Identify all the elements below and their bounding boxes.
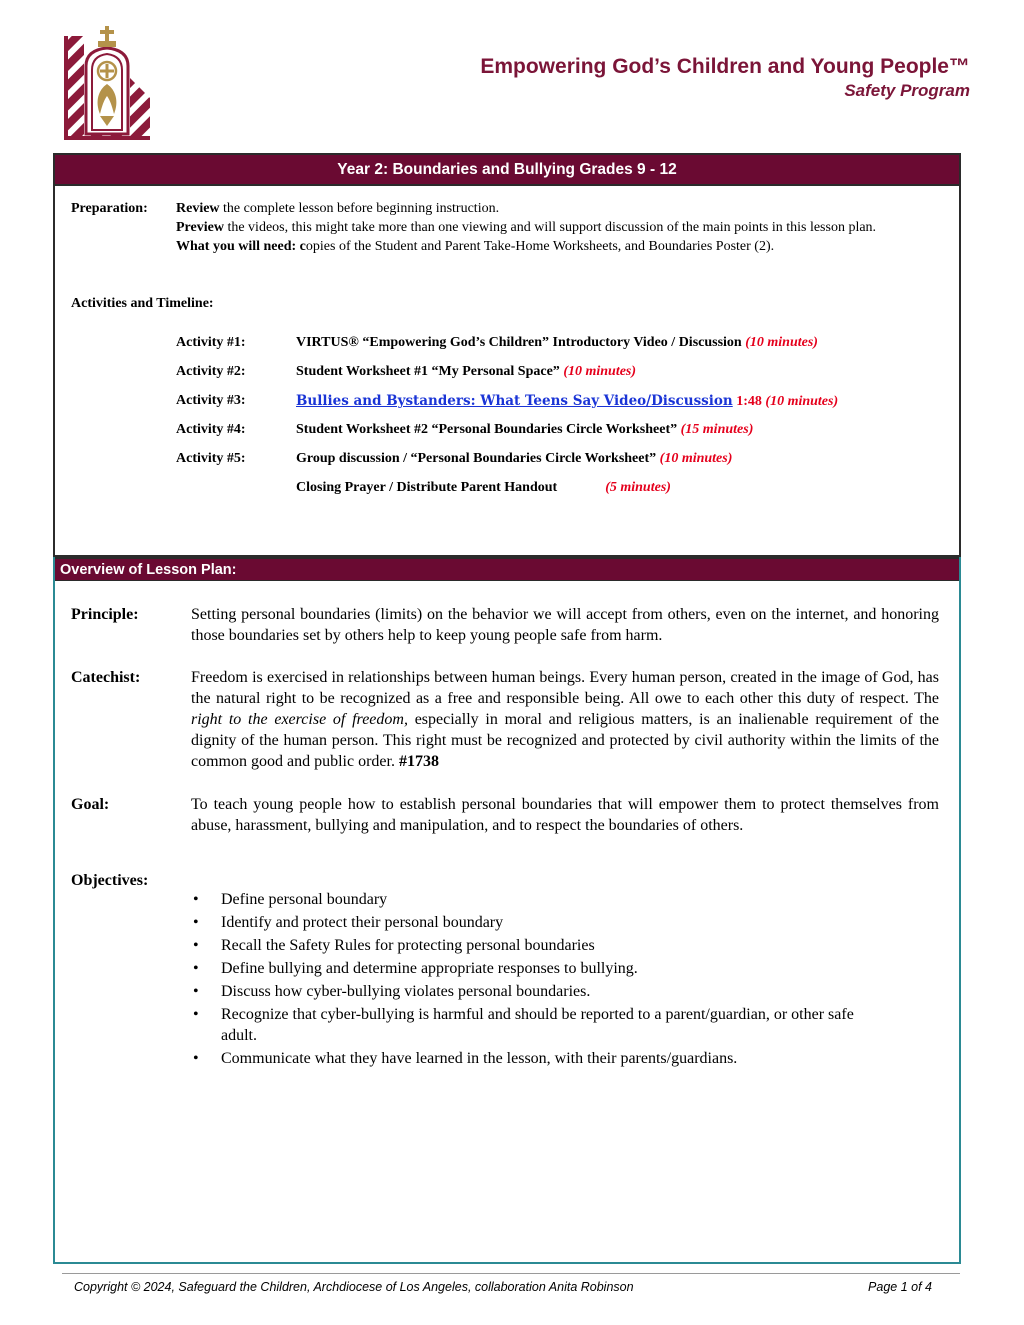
activity-row: Activity #4: Student Worksheet #2 “Personal Boundaries Circle Worksheet” (15 minutes) <box>176 422 754 437</box>
list-item: • Identify and protect their personal boundary <box>191 912 871 933</box>
preparation-label: Preparation: <box>71 201 148 216</box>
list-item: • Define bullying and determine appropriate responses to bullying. <box>191 958 871 979</box>
list-item: • Communicate what they have learned in the lesson, with their parents/guardians. <box>191 1048 871 1069</box>
goal-section: Goal: To teach young people how to establish personal boundaries that will empower them to protect themselves from abuse, harassment, bullying and manipulation, and to respect the boundaries of others. <box>71 796 939 834</box>
activity-row: Activity #5: Group discussion / “Personal Boundaries Circle Worksheet” (10 minutes) <box>176 451 733 466</box>
program-title: Empowering God’s Children and Young People™ <box>480 55 970 78</box>
overview-heading-bar: Overview of Lesson Plan: <box>55 557 959 581</box>
page-number: Page 1 of 4 <box>868 1280 932 1294</box>
copyright-text: Copyright © 2024, Safeguard the Children, Archdiocese of Los Angeles, collaboration Anita Robinson <box>74 1280 634 1294</box>
principle-section: Principle: Setting personal boundaries (limits) on the behavior we will accept from others, even on the internet, and honoring those boundaries set by others help to keep young people safe from harm. <box>71 606 939 644</box>
archdiocese-logo <box>62 26 152 142</box>
document-header <box>480 54 970 102</box>
footer-divider <box>62 1273 960 1274</box>
overview-box: Overview of Lesson Plan: Principle: Setting personal boundaries (limits) on the behavior we will accept from others, even on the internet, and honoring those boundaries set by others help to keep young people safe from harm. Catechist: Freedom is exercised in relationships between human beings. Every human person, created in the image of God, has the natural right to be recognized as a free and responsible being. All owe to each other this duty of respect. The right to the exercise of freedom, especially in moral and religious matters, is an inalienable requirement of the dignity of the human person. This right must be recognized and protected by civil authority within the limits of the common good and public order. #1738 Goal: To teach young people how to establish personal boundaries that will empower them to protect themselves from abuse, harassment, bullying and manipulation, and to respect the boundaries of others. Objectives: • Define personal boundary • Identify and protect their personal boundary • Recall the Safety Rules for protecting personal boundaries • Define bullying and determine appropriate responses to bullying. • Discuss how cyber-bullying violates personal boundaries. • Recognize that cyber-bullying is harmful and should be reported to a parent/guardian, or other safe adult. • Communicate what they have learned in the lesson, with their parents/guardians. <box>53 557 961 1264</box>
preparation-needs: What you will need: copies of the Student and Parent Take-Home Worksheets, and Boundaries Poster (2). <box>176 239 775 254</box>
list-item: • Define personal boundary <box>191 889 871 910</box>
list-item: • Recognize that cyber-bullying is harmful and should be reported to a parent/guardian, or other safe adult. <box>191 1004 871 1046</box>
list-item: • Recall the Safety Rules for protecting personal boundaries <box>191 935 871 956</box>
objectives-list <box>191 889 871 1071</box>
video-link[interactable]: Bullies and Bystanders: What Teens Say Video/Discussion <box>296 393 733 409</box>
activity-row: Activity #3: Bullies and Bystanders: What Teens Say Video/Discussion 1:48 (10 minutes) <box>176 393 839 409</box>
activities-heading: Activities and Timeline: <box>71 296 214 311</box>
activities-list <box>176 335 838 509</box>
lesson-title-bar: Year 2: Boundaries and Bullying Grades 9 - 12 <box>55 155 959 186</box>
list-item: • Discuss how cyber-bullying violates personal boundaries. <box>191 981 871 1002</box>
lesson-preparation-box <box>53 153 961 557</box>
activity-row: Activity #1: VIRTUS® “Empowering God’s Children” Introductory Video / Discussion (10 minutes) <box>176 335 818 350</box>
activity-row: Closing Prayer / Distribute Parent Handout (5 minutes) <box>296 480 671 495</box>
preparation-review: Review the complete lesson before beginning instruction. <box>176 201 500 216</box>
activity-row: Activity #2: Student Worksheet #1 “My Personal Space” (10 minutes) <box>176 364 637 379</box>
page-footer <box>74 1280 932 1294</box>
program-subtitle: Safety Program <box>844 81 970 100</box>
preparation-preview: Preview the videos, this might take more than one viewing and will support discussion of the main points in this lesson plan. <box>176 220 877 235</box>
catechist-section: Catechist: Freedom is exercised in relationships between human beings. Every human person, created in the image of God, has the natural right to be recognized as a free and responsible being. All owe to each other this duty of respect. The right to the exercise of freedom, especially in moral and religious matters, is an inalienable requirement of the dignity of the human person. This right must be recognized and protected by civil authority within the limits of the common good and public order. #1738 <box>71 669 939 770</box>
preparation-section <box>71 199 941 256</box>
